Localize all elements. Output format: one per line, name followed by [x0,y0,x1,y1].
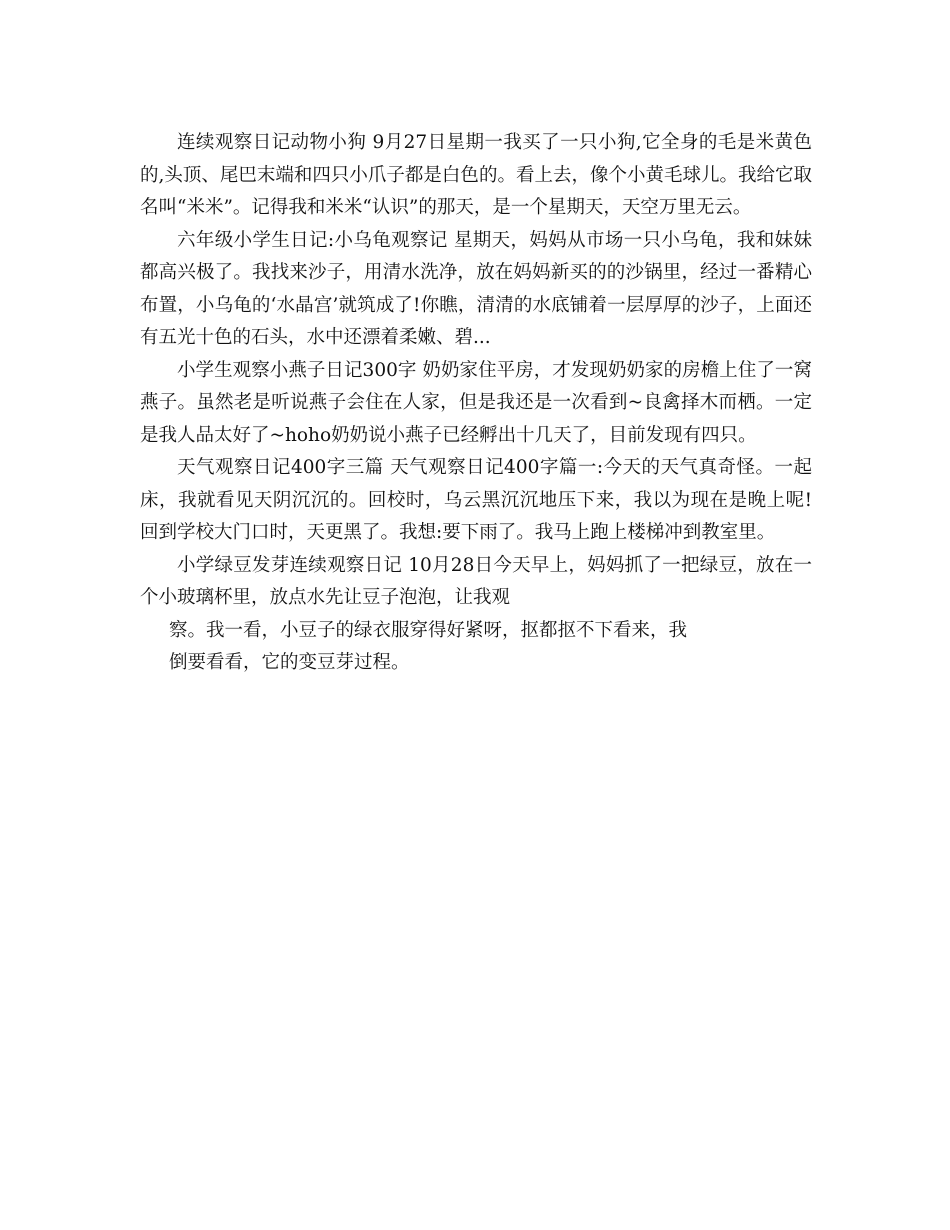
paragraph-turtle-diary: 六年级小学生日记:小乌龟观察记 星期天，妈妈从市场一只小乌龟，我和妹妹都高兴极了。我找来沙子，用清水洗净，放在妈妈新买的的沙锅里，经过一番精心布置，小乌龟的‘水晶宫’就筑成了!你瞧，清清的水底铺着一层厚厚的沙子，上面还有五光十色的石头，水中还漂着柔嫩、碧... [140,229,812,348]
paragraph-mungbean-continued-line-2: 倒要看看，它的变豆芽过程。 [169,652,410,673]
paragraph-puppy-diary: 连续观察日记动物小狗 9月27日星期一我买了一只小狗,它全身的毛是米黄色的,头顶、尾巴末端和四只小爪子都是白色的。看上去，像个小黄毛球儿。我给它取名叫“米米”。记得我和米米“认识”的那天，是一个星期天，天空万里无云。 [140,132,812,218]
document-body [140,127,812,680]
paragraph-mungbean-diary: 小学绿豆发芽连续观察日记 10月28日今天早上，妈妈抓了一把绿豆，放在一个小玻璃杯里，放点水先让豆子泡泡，让我观 [140,554,812,608]
paragraph-swallow-diary: 小学生观察小燕子日记300字 奶奶家住平房，才发现奶奶家的房檐上住了一窝燕子。虽然老是听说燕子会住在人家，但是我还是一次看到~良禽择木而栖。一定是我人品太好了~hoho奶奶说小燕子已经孵出十几天了，目前发现有四只。 [140,359,812,446]
paragraph-mungbean-continued-line-1: 察。我一看，小豆子的绿衣服穿得好紧呀，抠都抠不下看来，我 [169,619,688,641]
paragraph-weather-diary: 天气观察日记400字三篇 天气观察日记400字篇一:今天的天气真奇怪。一起床，我就看见天阴沉沉的。回校时，乌云黑沉沉地压下来，我以为现在是晚上呢!回到学校大门口时，天更黑了。我想:要下雨了。我马上跑上楼梯冲到教室里。 [140,457,812,543]
